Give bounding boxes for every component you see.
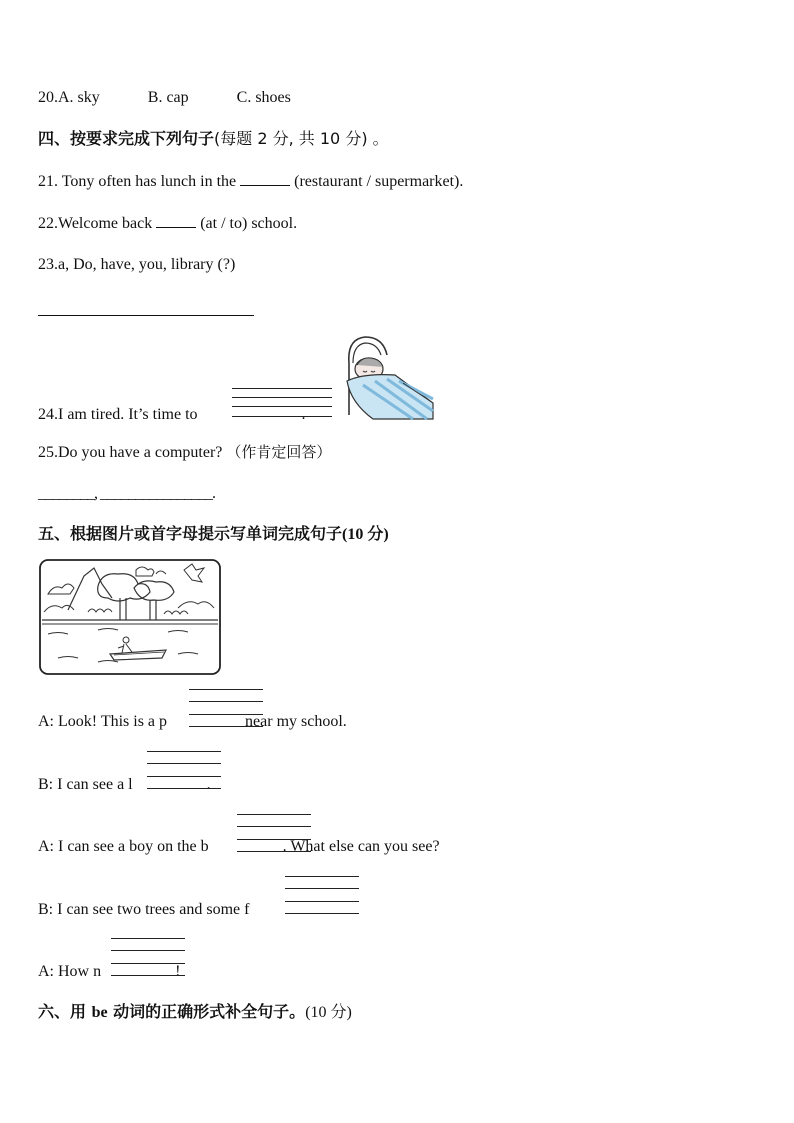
question-21: 21. Tony often has lunch in the (restaurant / supermarket). bbox=[38, 173, 464, 190]
answer-line-23[interactable] bbox=[38, 315, 254, 316]
question-23: 23.a, Do, have, you, library (?) bbox=[38, 256, 236, 273]
four-line-blank[interactable] bbox=[147, 751, 221, 789]
dialog-line-2: B: I can see a l . bbox=[38, 776, 211, 793]
answer-blank[interactable] bbox=[240, 171, 290, 186]
four-line-blank[interactable] bbox=[189, 689, 263, 727]
section-4-heading: 四、按要求完成下列句子(每题 2 分, 共 10 分) 。 bbox=[38, 129, 389, 148]
four-line-blank[interactable] bbox=[232, 388, 332, 418]
park-lake-icon bbox=[38, 558, 222, 676]
section-5-heading: 五、根据图片或首字母提示写单词完成句子(10 分) bbox=[38, 524, 389, 543]
section-6-heading: 六、用 be 动词的正确形式补全句子。(10 分) bbox=[38, 1002, 352, 1021]
four-line-blank[interactable] bbox=[285, 876, 359, 914]
question-24: 24.I am tired. It’s time to . bbox=[38, 406, 306, 423]
question-22: 22.Welcome back (at / to) school. bbox=[38, 215, 298, 232]
question-20: 20.A. sky B. cap C. shoes bbox=[38, 89, 291, 106]
dialog-line-4: B: I can see two trees and some f bbox=[38, 901, 250, 918]
four-line-blank[interactable] bbox=[237, 814, 311, 852]
dialog-line-1: A: Look! This is a p near my school. bbox=[38, 713, 347, 730]
answer-blank[interactable] bbox=[156, 213, 196, 228]
answer-line-25[interactable]: ________, ________________. bbox=[38, 485, 215, 502]
question-25: 25.Do you have a computer? （作肯定回答） bbox=[38, 443, 332, 461]
dialog-line-3: A: I can see a boy on the b . What else can you see? bbox=[38, 838, 440, 855]
dialog-line-5: A: How n ! bbox=[38, 963, 181, 980]
sleeping-girl-icon bbox=[343, 333, 435, 421]
four-line-blank[interactable] bbox=[111, 938, 185, 976]
